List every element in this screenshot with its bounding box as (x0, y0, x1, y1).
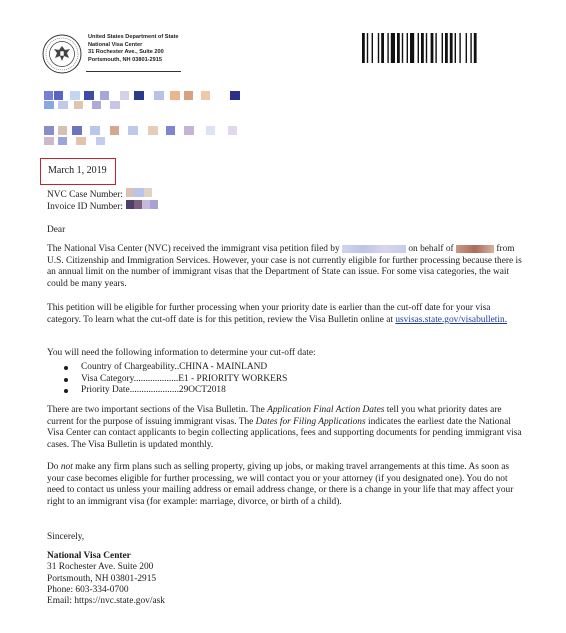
redaction-block (72, 126, 82, 135)
redaction-block (142, 200, 150, 209)
redacted-recipient-address (44, 91, 244, 153)
barcode-bar (407, 33, 408, 63)
sender-line-city: Portsmouth, NH 03801-2915 (88, 56, 162, 63)
p4-text-e: indicates the earliest date the National Visa Center can contact applicants to begin collecting applications, fees and supporting documents for pending immigrant visa cases. The Visa Bulletin is updated monthly. (47, 416, 522, 450)
barcode-bar (474, 33, 477, 63)
barcode-bar (378, 33, 379, 63)
department-of-state-seal-icon (42, 34, 82, 74)
redaction-block (134, 188, 144, 197)
sender-address (88, 34, 178, 64)
p4-text-a: There are two important sections of the Visa Bulletin. The (47, 405, 265, 415)
barcode-bar (367, 33, 368, 63)
redaction-block (126, 200, 134, 209)
redaction-block (58, 137, 67, 145)
visa-category: Visa Category...................E1 - PRIORITY WORKERS (81, 373, 288, 384)
redacted-invoice-number (126, 200, 158, 214)
barcode-bar (421, 33, 424, 63)
redaction-block (74, 101, 83, 109)
redaction-block (110, 101, 120, 109)
redaction-block (228, 126, 237, 135)
bullet-icon (64, 389, 68, 393)
barcode-bar (450, 33, 453, 63)
case-details-list (61, 362, 287, 397)
signature-address-street: 31 Rochester Ave. Suite 200 (47, 562, 154, 573)
barcode-bar (466, 33, 467, 63)
redaction-block (150, 200, 158, 209)
redaction-block (44, 91, 53, 100)
p5-text-a: Do (47, 462, 59, 472)
p1-text-c: from U.S. Citizenship and Immigration Services. However, your case is not currently eligible for further processing because there is an annual limit on the number of immigrant visas that the Department of State can issue. For some visa categories, the wait could be many years. (47, 244, 522, 289)
paragraph-visa-bulletin-sections (47, 405, 523, 451)
p1-text-a: The National Visa Center (NVC) received the immigrant visa petition filed by (47, 244, 340, 254)
paragraph-petition-received (47, 244, 523, 290)
barcode-bar (410, 33, 414, 63)
barcode-bar (470, 33, 471, 63)
barcode-bar (387, 33, 388, 63)
list-item (61, 374, 287, 386)
redaction-block (84, 91, 94, 100)
list-item (61, 385, 287, 397)
redaction-block (110, 126, 119, 135)
redaction-block (126, 188, 134, 197)
redaction-block (148, 126, 158, 135)
redaction-block (44, 126, 54, 135)
closing: Sincerely, (47, 532, 85, 542)
barcode-bar (391, 33, 395, 63)
redacted-beneficiary-name (456, 245, 494, 253)
barcode-bar (418, 33, 419, 63)
bullet-icon (64, 378, 68, 382)
invoice-number-label: Invoice ID Number: (47, 201, 124, 212)
redaction-block (144, 188, 152, 197)
barcode-bar (362, 33, 365, 63)
redaction-block (230, 91, 240, 100)
redaction-block (100, 91, 109, 100)
barcode-bar (435, 33, 436, 63)
signature-org: National Visa Center (47, 551, 131, 561)
barcode-bar (381, 33, 384, 63)
sender-line-center: National Visa Center (88, 41, 143, 48)
redaction-block (206, 126, 215, 135)
barcode-bar (455, 33, 456, 63)
barcode-bar (402, 33, 403, 63)
redaction-block (128, 126, 138, 135)
barcode-bar (459, 33, 460, 63)
letter-date-box (40, 158, 116, 185)
redaction-block (201, 91, 210, 100)
barcode-bar (426, 33, 427, 63)
redaction-block (58, 126, 67, 135)
list-item (61, 362, 287, 374)
redaction-block (58, 101, 68, 109)
country-of-chargeability: Country of Chargeability..CHINA - MAINLAND (81, 362, 268, 372)
salutation: Dear (47, 225, 66, 235)
bullet-icon (64, 366, 68, 370)
signature-phone: Phone: 603-334-0700 (47, 584, 129, 595)
final-action-dates-term: Application Final Action Dates (267, 405, 385, 415)
signature-address-city: Portsmouth, NH 03801-2915 (47, 573, 157, 584)
sender-line-street: 31 Rochester Ave., Suite 200 (88, 49, 164, 56)
redaction-block (184, 126, 194, 135)
barcode-bar (372, 33, 373, 63)
p5-text-c: make any firm plans such as selling property, giving up jobs, or making travel arrangements at this time. As soon as your case becomes eligible for further processing, we will contact you or your attorney (if you designated one). You do not need to contact us unless your mailing address or email address change, or there is a change in your life that may affect your right to an immigrant visa (for example: marriage, divorce, or birth of a child). (47, 462, 514, 507)
visa-bulletin-link[interactable]: usvisas.state.gov/visabulletin. (395, 314, 508, 325)
redaction-block (120, 91, 129, 100)
p4-text-c: tell you what priority dates are current for the purpose of issuing immigrant visas. The (47, 405, 502, 427)
p5-not-emphasis: not (60, 462, 73, 472)
signature-email: Email: https://nvc.state.gov/ask (47, 596, 165, 607)
paragraph-info-needed: You will need the following information to determine your cut-off date: (47, 348, 316, 358)
redaction-block (76, 137, 86, 145)
signature-block (47, 551, 165, 607)
priority-date: Priority Date.....................29OCT2018 (81, 385, 226, 396)
redacted-petitioner-name (342, 245, 406, 253)
barcode-image (362, 33, 525, 63)
invoice-number-line (47, 200, 158, 214)
paragraph-priority-date (47, 303, 523, 326)
letter-date: March 1, 2019 (48, 165, 107, 176)
redaction-block (166, 126, 175, 135)
redaction-block (70, 91, 80, 100)
p2-text: This petition will be eligible for further processing when your priority date is earlier than the cut-off date for your visa category. To learn what the cut-off date is for this petition, review the Visa Bulletin online at (47, 303, 491, 325)
p1-text-b: on behalf of (408, 244, 454, 254)
barcode-bar (442, 33, 443, 63)
redaction-block (44, 137, 54, 145)
paragraph-no-firm-plans (47, 462, 523, 508)
redaction-block (134, 91, 144, 100)
redaction-block (134, 200, 142, 209)
redaction-block (44, 101, 54, 109)
sender-line-department: United States Department of State (88, 34, 179, 40)
redaction-block (92, 101, 101, 109)
redaction-block (54, 91, 63, 100)
letterhead-rule (86, 71, 181, 72)
dates-for-filing-term: Dates for Filing Applications (255, 416, 366, 427)
redaction-block (90, 126, 100, 135)
barcode-bar (445, 33, 448, 63)
case-number-label: NVC Case Number: (47, 189, 124, 200)
barcode-bar (397, 33, 400, 63)
barcode-bar (431, 33, 434, 63)
redaction-block (184, 91, 193, 100)
redaction-block (154, 91, 164, 100)
redaction-block (170, 91, 180, 100)
redaction-block (96, 137, 105, 145)
